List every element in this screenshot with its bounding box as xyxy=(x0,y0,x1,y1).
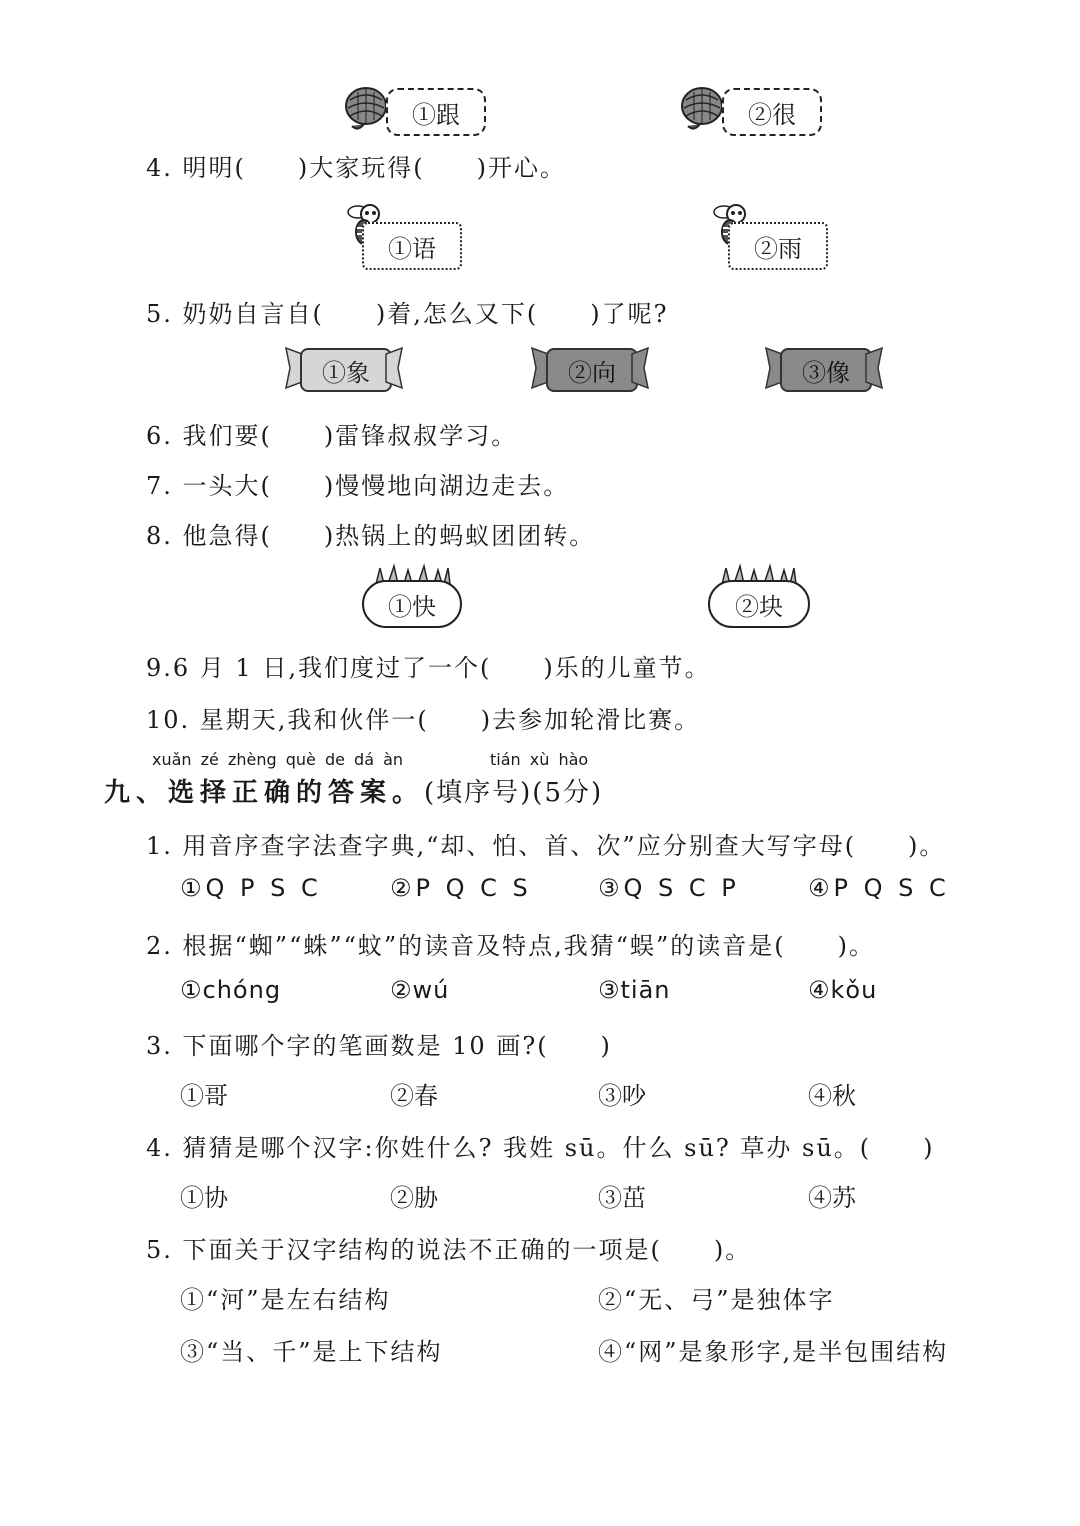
section-9-subtitle: (填序号)(5分) xyxy=(424,778,604,808)
candy-wrapper-right-icon xyxy=(386,348,402,388)
pinecone-icon xyxy=(680,86,724,134)
choice-candy-xiang-like: ③像 xyxy=(780,348,872,392)
section-9-title xyxy=(104,772,603,809)
question-10: 10. 星期天,我和伙伴一( )去参加轮滑比赛。 xyxy=(146,706,701,734)
section-9-title-text: 九、选择正确的答案。 xyxy=(104,778,425,808)
candy-wrapper-right-icon xyxy=(632,348,648,388)
mc-q2-option-1: ①chóng xyxy=(180,976,282,1004)
choice-cloud-kuai-piece: ②块 xyxy=(708,580,810,628)
mc-q5-option-2: ②“无、弓”是独体字 xyxy=(598,1286,835,1314)
mc-q1-option-2: ②P Q C S xyxy=(390,874,532,902)
choice-tag-yu-rain: ②雨 xyxy=(728,222,828,270)
question-9: 9.6 月 1 日,我们度过了一个( )乐的儿童节。 xyxy=(146,654,711,682)
mc-q5-option-4: ④“网”是象形字,是半包围结构 xyxy=(598,1338,949,1366)
choice-tag-gen: ①跟 xyxy=(386,88,486,136)
mc-question-4: 4. 猜猜是哪个汉字:你姓什么? 我姓 sū。什么 sū? 草办 sū。( ) xyxy=(146,1134,935,1162)
mc-q1-option-4: ④P Q S C xyxy=(808,874,950,902)
mc-q4-option-4: ④苏 xyxy=(808,1184,856,1212)
mc-q4-option-2: ②胁 xyxy=(390,1184,438,1212)
mc-q2-option-4: ④kǒu xyxy=(808,976,878,1004)
choice-cloud-kuai-fast: ①快 xyxy=(362,580,462,628)
mc-question-3: 3. 下面哪个字的笔画数是 10 画?( ) xyxy=(146,1032,612,1060)
mc-q3-option-4: ④秋 xyxy=(808,1082,856,1110)
mc-question-5: 5. 下面关于汉字结构的说法不正确的一项是( )。 xyxy=(146,1236,752,1264)
section-9-pinyin: xuǎn zé zhèng què de dá àn xyxy=(152,750,404,769)
mc-q4-option-3: ③茁 xyxy=(598,1184,646,1212)
mc-q3-option-1: ①哥 xyxy=(180,1082,228,1110)
mc-question-1: 1. 用音序查字法查字典,“却、怕、首、次”应分别查大写字母( )。 xyxy=(146,832,946,860)
choice-candy-xiang-toward: ②向 xyxy=(546,348,638,392)
mc-q2-option-3: ③tiān xyxy=(598,976,671,1004)
question-8: 8. 他急得( )热锅上的蚂蚁团团转。 xyxy=(146,522,596,550)
question-4: 4. 明明( )大家玩得( )开心。 xyxy=(146,154,566,182)
choice-candy-xiang-elephant: ①象 xyxy=(300,348,392,392)
mc-q1-option-3: ③Q S C P xyxy=(598,874,740,902)
mc-q3-option-3: ③吵 xyxy=(598,1082,646,1110)
mc-q5-option-3: ③“当、千”是上下结构 xyxy=(180,1338,443,1366)
pinecone-icon xyxy=(344,86,388,134)
mc-q4-option-1: ①协 xyxy=(180,1184,228,1212)
mc-question-2: 2. 根据“蜘”“蛛”“蚊”的读音及特点,我猜“蜈”的读音是( )。 xyxy=(146,932,876,960)
candy-wrapper-right-icon xyxy=(866,348,882,388)
section-9-pinyin-fill: tián xù hào xyxy=(490,750,589,769)
choice-tag-hen: ②很 xyxy=(722,88,822,136)
mc-q2-option-2: ②wú xyxy=(390,976,450,1004)
mc-q5-option-1: ①“河”是左右结构 xyxy=(180,1286,391,1314)
choice-tag-yu-language: ①语 xyxy=(362,222,462,270)
question-5: 5. 奶奶自言自( )着,怎么又下( )了呢? xyxy=(146,300,669,328)
mc-q3-option-2: ②春 xyxy=(390,1082,438,1110)
mc-q1-option-1: ①Q P S C xyxy=(180,874,322,902)
question-6: 6. 我们要( )雷锋叔叔学习。 xyxy=(146,422,518,450)
question-7: 7. 一头大( )慢慢地向湖边走去。 xyxy=(146,472,570,500)
